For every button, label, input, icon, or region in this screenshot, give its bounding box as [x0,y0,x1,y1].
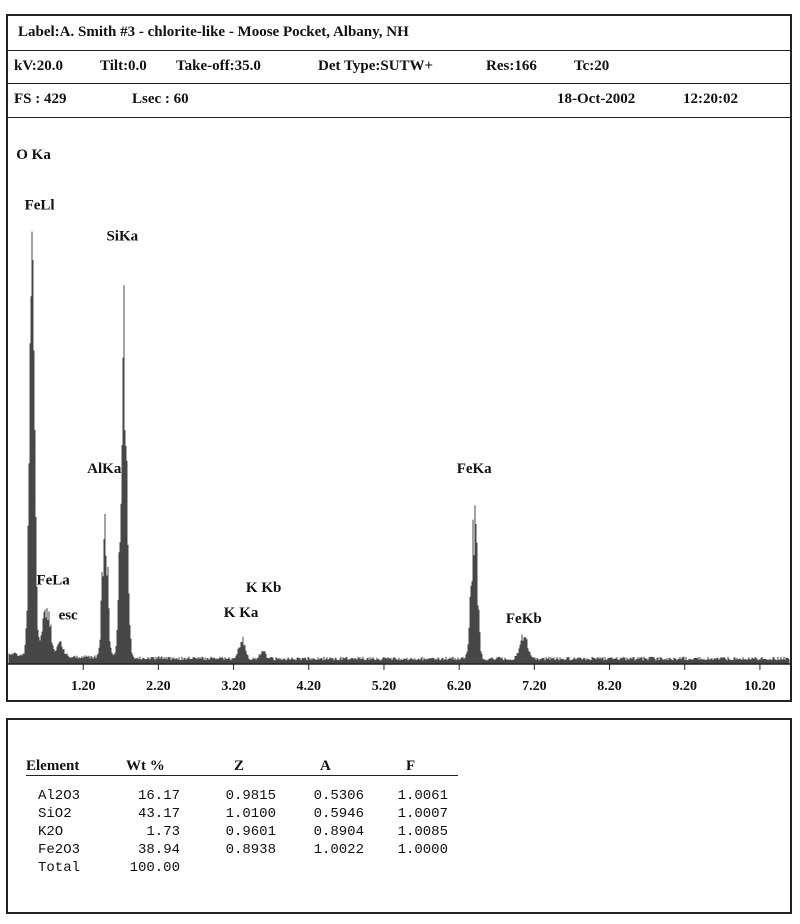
spectrum-counts [9,232,789,664]
cell-f: 1.0000 [397,842,448,858]
kv-value: kV:20.0 [14,58,64,74]
cell-element: Total [38,860,81,876]
cell-f: 1.0061 [397,788,448,804]
cell-f: 1.0085 [397,824,448,840]
peak-label: FeKa [456,460,492,477]
peak-label: SiKa [106,228,139,245]
resolution-value: Res:166 [486,58,537,74]
peak-label: O Ka [16,146,51,163]
header-label-row [8,16,790,51]
x-tick-label: 4.20 [296,679,322,694]
table-row [8,842,790,860]
spectrum-report-frame [6,14,792,702]
cell-a: 0.5946 [313,806,364,822]
col-header-f: F [406,758,416,774]
quantification-table [6,718,792,914]
acquisition-time: 12:20:02 [683,91,738,107]
peak-label: K Kb [245,579,282,596]
cell-wt: 43.17 [137,806,180,822]
x-tick-label: 2.20 [146,679,171,694]
cell-a: 0.5306 [313,788,364,804]
detector-type: Det Type:SUTW+ [318,58,434,74]
cell-z: 0.8938 [225,842,276,858]
cell-wt: 100.00 [129,860,180,876]
spectrum-trace [9,232,789,664]
cell-wt: 38.94 [137,842,180,858]
x-tick-label: 1.20 [70,679,96,694]
peak-labels [16,147,541,627]
x-tick-label: 6.20 [446,679,472,694]
col-header-element: Element [26,758,80,774]
x-tick-label: 10.20 [744,679,776,694]
cell-a: 0.8904 [313,824,364,840]
cell-z: 0.9815 [225,788,276,804]
header-divider [26,775,458,776]
col-header-z: Z [234,758,245,774]
x-tick-label: 3.20 [221,679,246,694]
peak-label: FeKb [505,611,542,628]
x-tick-label: 8.20 [597,679,622,694]
cell-element: K2O [38,824,64,840]
cell-element: SiO2 [38,806,72,822]
x-tick-label: 7.20 [522,679,547,694]
table-row [8,860,790,878]
cell-z: 0.9601 [225,824,276,840]
x-tick-label: 5.20 [371,679,397,694]
cell-element: Fe2O3 [38,842,81,858]
col-header-a: A [320,758,331,774]
acquisition-date: 18-Oct-2002 [557,91,636,107]
tilt-value: Tilt:0.0 [100,58,147,74]
eds-spectrum-chart [8,118,790,700]
cell-z: 1.0100 [225,806,276,822]
cell-wt: 1.73 [146,824,180,840]
peak-label: K Ka [223,605,259,622]
header-params-row [8,51,790,84]
header-scale-row [8,84,790,118]
table-row [8,806,790,824]
peak-label: FeLl [24,197,55,214]
tc-value: Tc:20 [574,58,610,74]
peak-label: FeLa [36,572,70,589]
cell-wt: 16.17 [137,788,180,804]
takeoff-value: Take-off:35.0 [176,58,261,74]
sample-label: Label:A. Smith #3 - chlorite-like - Moose Pocket, Albany, NH [18,24,409,40]
x-axis-ticks [71,664,776,694]
table-row [8,788,790,806]
peak-label: esc [58,607,78,624]
table-row [8,824,790,842]
col-header-wt: Wt % [126,758,165,774]
full-scale: FS : 429 [14,91,67,107]
cell-f: 1.0007 [397,806,448,822]
cell-element: Al2O3 [38,788,81,804]
x-tick-label: 9.20 [672,679,697,694]
cell-a: 1.0022 [313,842,364,858]
peak-label: AlKa [87,460,122,477]
live-seconds: Lsec : 60 [132,91,189,107]
